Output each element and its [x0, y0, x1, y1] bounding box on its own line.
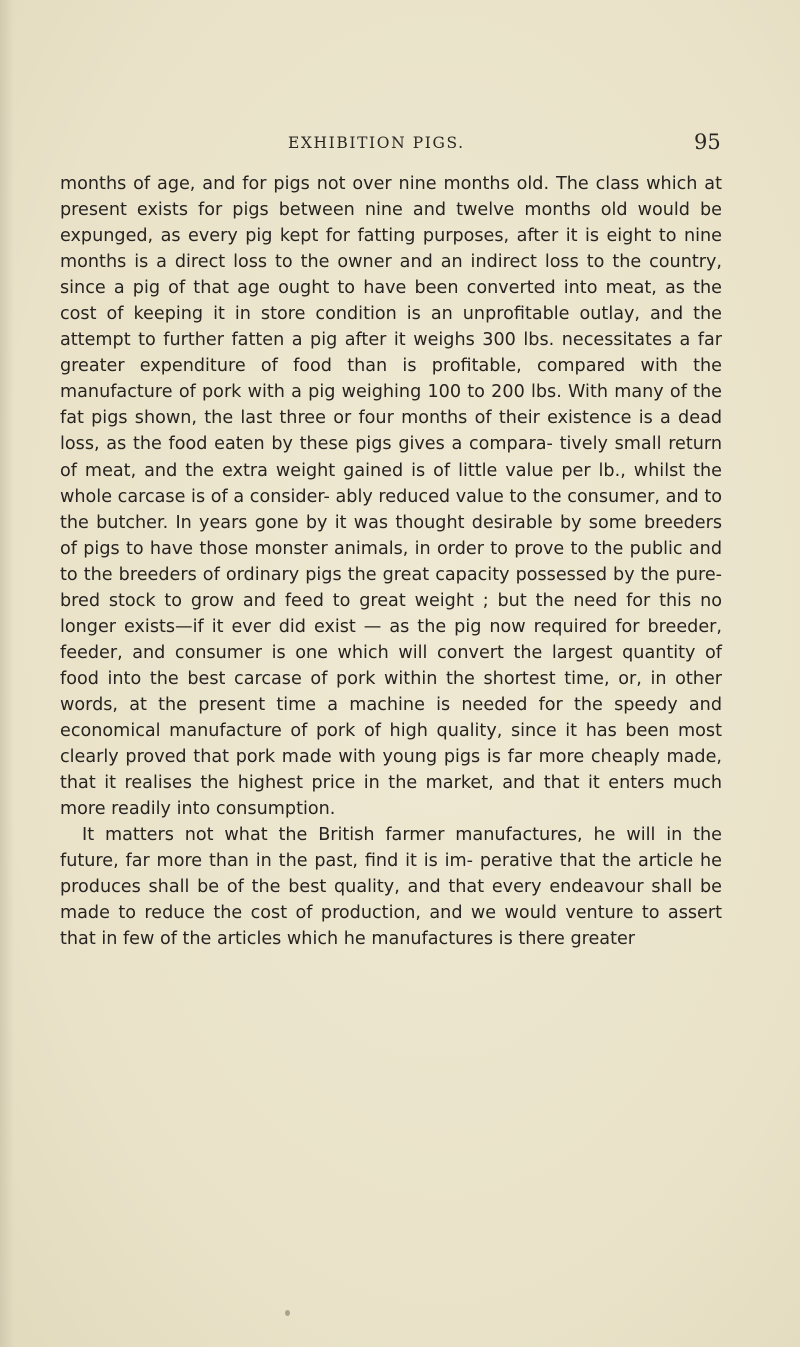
running-head [0, 130, 800, 160]
paragraph-2: It matters not what the British farmer manufactures, he will in the future, far more than in the past, find it is im- perative that the article he produces shall be of the best quality, and that every endeavour shall be made to reduce the cost of production, and we would venture to assert that in few of the articles which he manufactures is there greater [60, 825, 722, 950]
body-text [60, 171, 722, 952]
paper-speck [285, 1310, 290, 1316]
page-number: 95 [694, 130, 721, 154]
page-gutter-shadow [0, 0, 14, 1347]
paragraph-1: months of age, and for pigs not over nine months old. The class which at present exists for pigs between nine and twelve months old would be expunged, as every pig kept for fatting purposes, after it is eight to nine months is a direct loss to the owner and an indirect loss to the country, since a pig of that age ought to have been converted into meat, as the cost of keeping it in store condition is an unprofitable outlay, and the attempt to further fatten a pig after it weighs 300 lbs. necessitates a far greater expenditure of food than is profitable, compared with the manufacture of pork with a pig weighing 100 to 200 lbs. With many of the fat pigs shown, the last three or four months of their existence is a dead loss, as the food eaten by these pigs gives a compara- tively small return of meat, and the extra weight gained is of little value per lb., whilst the whole carcase is of a consider- ably reduced value to the consumer, and to the butcher. In years gone by it was thought desirable by some breeders of pigs to have those monster animals, in order to prove to the public and to the breeders of ordinary pigs the great capacity possessed by the pure-bred stock to grow and feed to great weight ; but the need for this no longer exists—if it ever did exist — as the pig now required for breeder, feeder, and consumer is one which will convert the largest quantity of food into the best carcase of pork within the shortest time, or, in other words, at the present time a machine is needed for the speedy and economical manufacture of pork of high quality, since it has been most clearly proved that pork made with young pigs is far more cheaply made, that it realises the highest price in the market, and that it enters much more readily into consumption. [60, 174, 722, 820]
running-title: EXHIBITION PIGS. [288, 134, 465, 152]
